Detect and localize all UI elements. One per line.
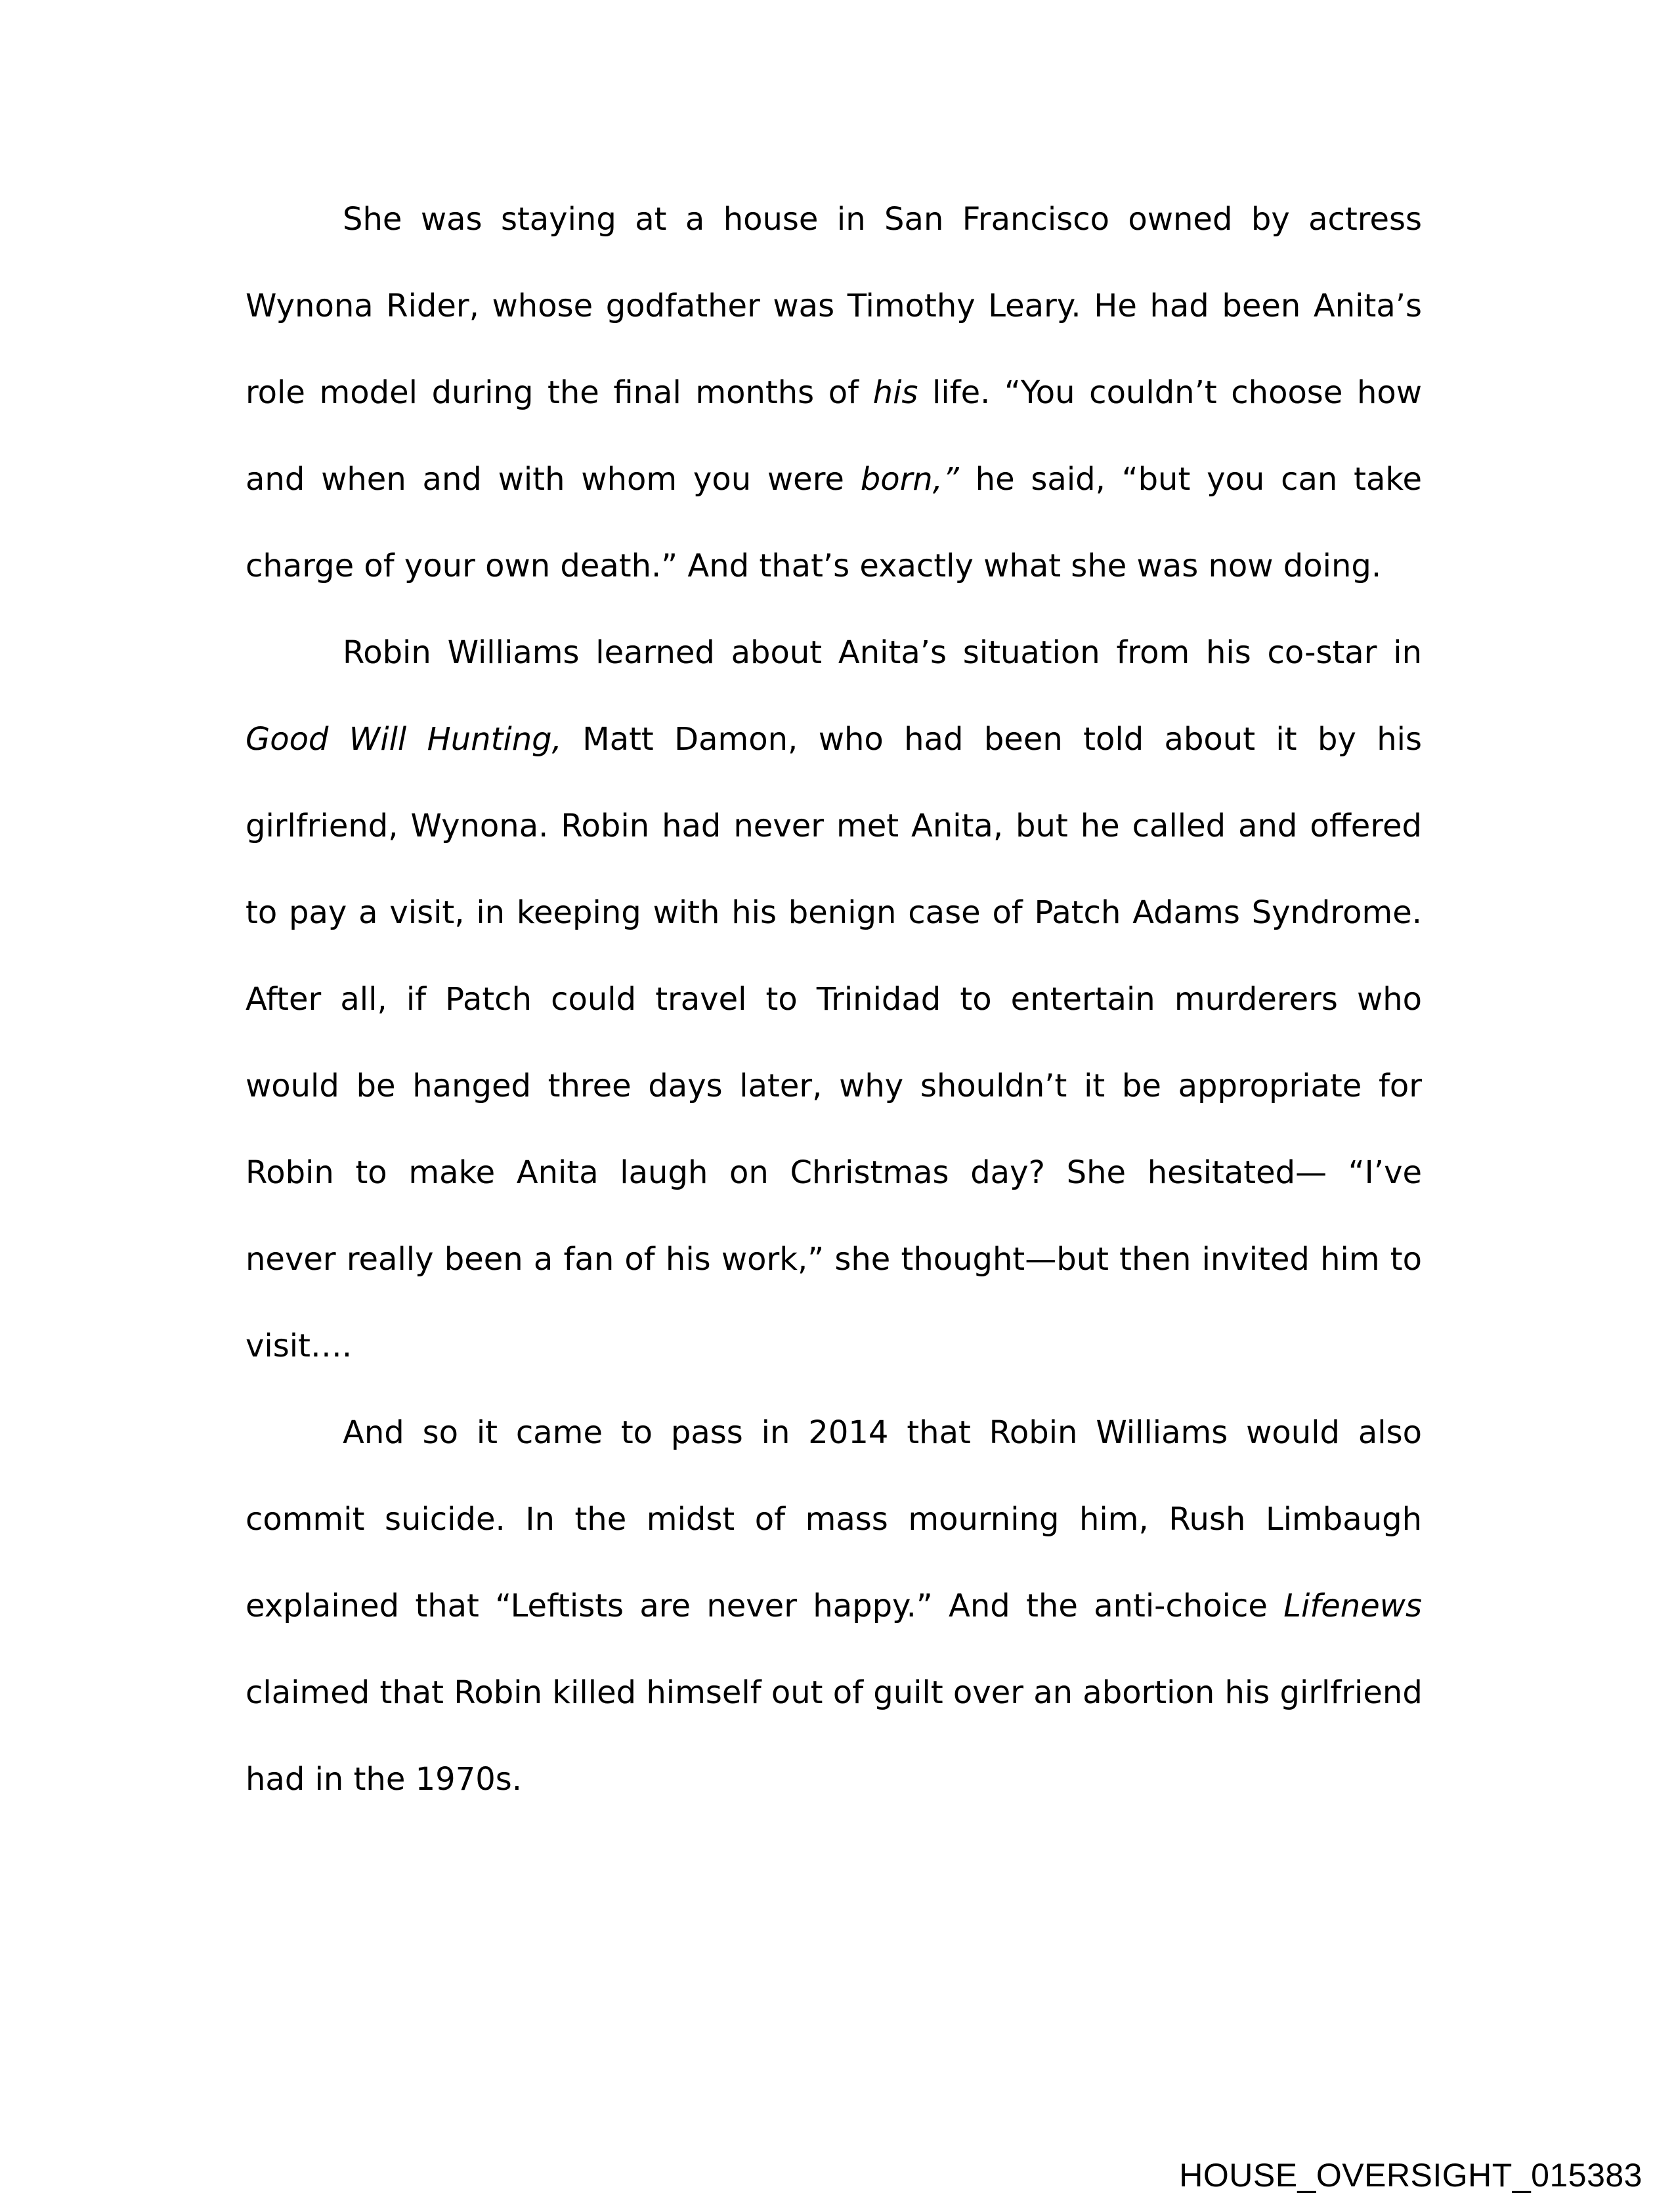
text-line [246,349,1422,436]
text-run: After all, if Patch could travel to Trinidad to entertain murderers who [246,981,1422,1018]
text-run: She was staying at a house in San Francisco owned by actress [343,201,1422,238]
text-run: And so it came to pass in 2014 that Robin Williams would also [343,1414,1422,1451]
text-line [246,696,1422,783]
text-line [246,523,1422,609]
text-line [246,1043,1422,1129]
text-run: Robin Williams learned about Anita’s situation from his co-star in [343,634,1422,671]
document-body [246,176,1422,1823]
text-line [246,1649,1422,1736]
text-run: commit suicide. In the midst of mass mourning him, Rush Limbaugh [246,1501,1422,1538]
text-line [246,609,1422,696]
text-run: to pay a visit, in keeping with his benign case of Patch Adams Syndrome. [246,894,1422,931]
text-run: he said, “but you can take [958,461,1422,498]
text-line [246,783,1422,869]
text-line [246,436,1422,523]
italic-text-run: Good Will Hunting, [246,721,562,758]
text-line [246,869,1422,956]
text-run: charge of your own death.” And that’s exactly what she was now doing. [246,548,1382,584]
text-run: Wynona Rider, whose godfather was Timothy Leary. He had been Anita’s [246,288,1422,324]
text-line [246,176,1422,263]
text-run: claimed that Robin killed himself out of guilt over an abortion his girlfriend [246,1674,1423,1711]
text-line [246,1736,1422,1823]
italic-text-run: Lifenews [1283,1588,1422,1624]
text-line [246,1216,1422,1303]
text-line [246,1563,1422,1649]
italic-text-run: born,” [860,461,959,498]
text-line [246,1129,1422,1216]
text-line [246,1303,1422,1389]
text-run: girlfriend, Wynona. Robin had never met Anita, but he called and offered [246,808,1422,844]
text-run: explained that “Leftists are never happy.” And the anti-choice [246,1588,1284,1624]
text-line [246,263,1422,349]
text-line [246,1476,1422,1563]
text-run: Matt Damon, who had been told about it by his [561,721,1423,758]
text-run: would be hanged three days later, why shouldn’t it be appropriate for [246,1068,1422,1104]
bates-number: HOUSE_OVERSIGHT_015383 [1179,2157,1642,2194]
text-run: Robin to make Anita laugh on Christmas day? She hesitated— “I’ve [246,1154,1422,1191]
text-run: never really been a fan of his work,” she thought—but then invited him to [246,1241,1422,1278]
text-run: visit…. [246,1328,353,1364]
text-line [246,956,1422,1043]
text-run: role model during the final months of [246,374,873,411]
text-line [246,1389,1422,1476]
italic-text-run: his [872,374,918,411]
text-run: had in the 1970s. [246,1761,523,1798]
text-run: and when and with whom you were [246,461,861,498]
text-run: life. “You couldn’t choose how [918,374,1422,411]
